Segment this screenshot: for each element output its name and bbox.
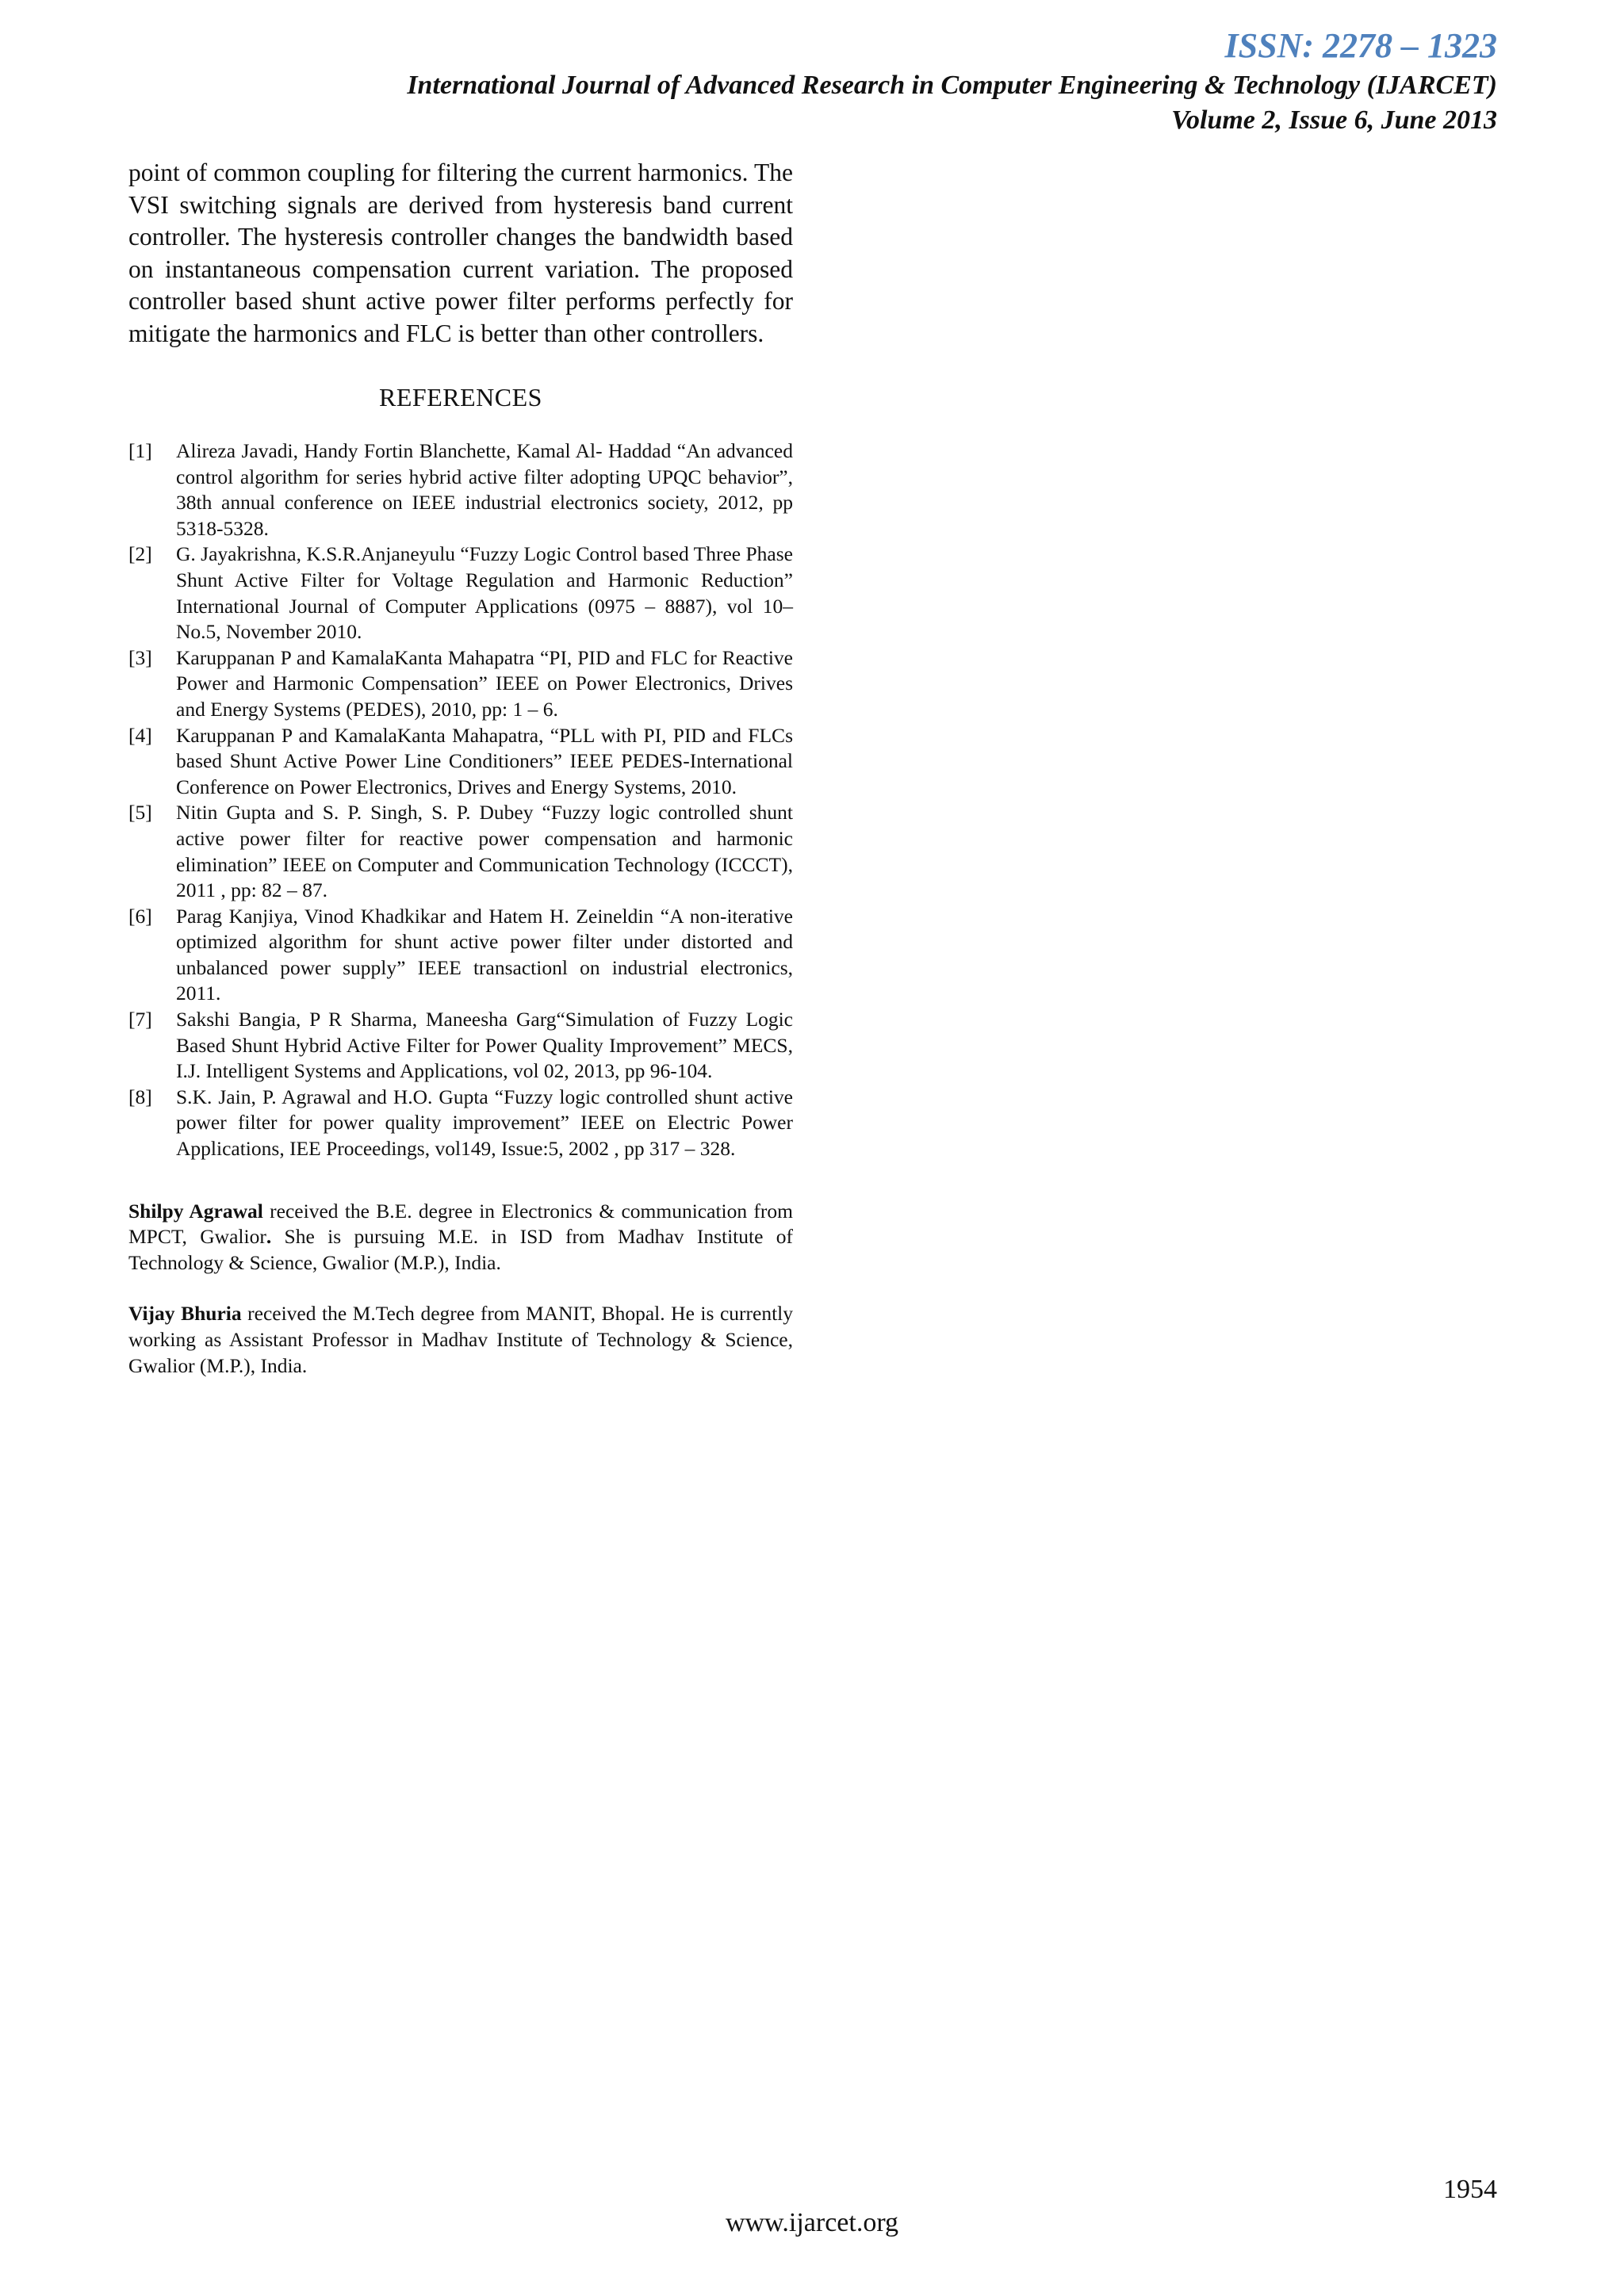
author-bio [128, 1301, 793, 1379]
bio-text: She is pursuing M.E. in ISD from Madhav Institute of Technology & Science, Gwalior (M.P.), India. [128, 1225, 794, 1274]
footer-url: www.ijarcet.org [725, 2208, 899, 2237]
reference-text: G. Jayakrishna, K.S.R.Anjaneyulu “Fuzzy Logic Control based Three Phase Shunt Active Filter for Voltage Regulation and Harmonic Reduction” International Journal of Computer Applications (0975 – 8887), vol 10– No.5, November 2010. [176, 542, 793, 644]
volume-issue: Volume 2, Issue 6, June 2013 [1171, 105, 1497, 135]
reference-item [128, 1007, 793, 1085]
reference-item [128, 438, 793, 541]
reference-text: Alireza Javadi, Handy Fortin Blanchette, Kamal Al- Haddad “An advanced control algorithm for series hybrid active filter adopting UPQC behavior”, 38th annual conference on IEEE industrial electronics society, 2012, pp 5318-5328. [176, 439, 793, 540]
reference-number: [5] [128, 801, 152, 825]
references-heading: REFERENCES [379, 383, 542, 411]
reference-item [128, 723, 793, 801]
reference-text: Karuppanan P and KamalaKanta Mahapatra, “PLL with PI, PID and FLCs based Shunt Active Power Line Conditioners” IEEE PEDES-International Conference on Power Electronics, Drives and Energy Systems, 2010. [176, 723, 793, 798]
author-bio [128, 1199, 793, 1276]
reference-number: [4] [128, 723, 152, 747]
bio-period: . [266, 1225, 272, 1249]
author-name: Vijay Bhuria [128, 1302, 242, 1326]
reference-number: [6] [128, 904, 152, 928]
reference-text: Parag Kanjiya, Vinod Khadkikar and Hatem H. Zeineldin “A non-iterative optimized algorithm for shunt active power filter under distorted and unbalanced power supply” IEEE transactionl on industrial electronics, 2011. [176, 904, 793, 1005]
reference-number: [8] [128, 1085, 152, 1108]
reference-text: S.K. Jain, P. Agrawal and H.O. Gupta “Fuzzy logic controlled shunt active power filter for power quality improvement” IEEE on Electric Power Applications, IEE Proceedings, vol149, Issue:5, 2002 , pp 317 – 328. [176, 1085, 793, 1161]
conclusion-paragraph: point of common coupling for filtering the current harmonics. The VSI switching signals are derived from hysteresis band current controller. The hysteresis controller changes the bandwidth based on instantaneous compensation current variation. The proposed controller based shunt active power filter performs perfectly for mitigate the harmonics and FLC is better than other controllers. [128, 159, 793, 347]
reference-list [128, 438, 793, 1162]
author-name: Shilpy Agrawal [128, 1199, 263, 1223]
reference-number: [2] [128, 542, 152, 566]
reference-text: Karuppanan P and KamalaKanta Mahapatra “PI, PID and FLC for Reactive Power and Harmonic Compensation” IEEE on Power Electronics, Drives and Energy Systems (PEDES), 2010, pp: 1 – 6. [176, 645, 793, 721]
reference-text: Sakshi Bangia, P R Sharma, Maneesha Garg“Simulation of Fuzzy Logic Based Shunt Hybrid Active Filter for Power Quality Improvement” MECS, I.J. Intelligent Systems and Applications, vol 02, 2013, pp 96-104. [176, 1008, 793, 1083]
reference-number: [1] [128, 439, 152, 462]
page-number: 1954 [1443, 2175, 1497, 2204]
reference-item [128, 1085, 793, 1162]
reference-item [128, 541, 793, 645]
reference-item [128, 904, 793, 1007]
bio-text: received the B.E. degree in Electronics & communication from MPCT, Gwalior [128, 1199, 793, 1249]
reference-item [128, 645, 793, 723]
reference-number: [7] [128, 1008, 152, 1031]
journal-title: International Journal of Advanced Research in Computer Engineering & Technology (IJARCET) [407, 71, 1497, 100]
left-column [128, 157, 793, 1379]
journal-header [407, 24, 1497, 138]
reference-text: Nitin Gupta and S. P. Singh, S. P. Dubey “Fuzzy logic controlled shunt active power filter for reactive power compensation and harmonic elimination” IEEE on Computer and Communication Technology (ICCCT), 2011 , pp: 82 – 87. [176, 801, 793, 902]
bio-text: received the M.Tech degree from MANIT, Bhopal. He is currently working as Assistant Professor in Madhav Institute of Technology & Science, Gwalior (M.P.), India. [128, 1302, 793, 1377]
reference-item [128, 800, 793, 903]
issn: ISSN: 2278 – 1323 [1224, 26, 1497, 65]
reference-number: [3] [128, 645, 152, 669]
